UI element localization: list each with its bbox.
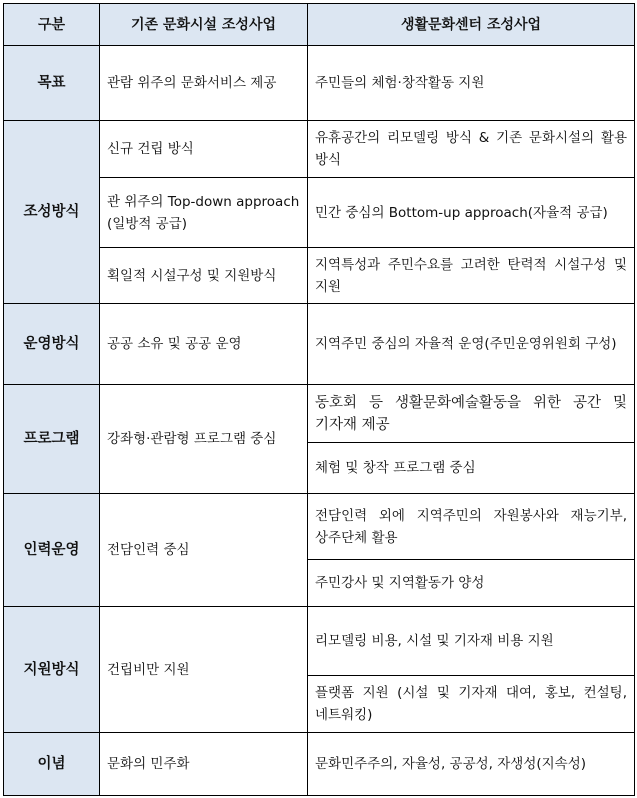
row-label-support: 지원방식	[4, 607, 100, 733]
table-row	[4, 385, 635, 443]
cell-existing-support: 건립비만 지원	[100, 607, 308, 733]
cell-center-staff-1: 전담인력 외에 지역주민의 자원봉사와 재능기부, 상주단체 활용	[308, 494, 635, 560]
cell-center-goal: 주민들의 체험·창작활동 지원	[308, 46, 635, 121]
row-label-method: 조성방식	[4, 121, 100, 304]
cell-center-ideology: 문화민주주의, 자율성, 공공성, 자생성(지속성)	[308, 733, 635, 796]
cell-existing-method-3: 획일적 시설구성 및 지원방식	[100, 248, 308, 304]
cell-center-program-2: 체험 및 창작 프로그램 중심	[308, 443, 635, 494]
comparison-table	[3, 3, 635, 796]
table-row	[4, 121, 635, 178]
cell-center-support-2: 플랫폼 지원 (시설 및 기자재 대여, 홍보, 컨설팅, 네트워킹)	[308, 676, 635, 733]
row-label-operation: 운영방식	[4, 304, 100, 385]
cell-center-operation: 지역주민 중심의 자율적 운영(주민운영위원회 구성)	[308, 304, 635, 385]
table-row	[4, 607, 635, 676]
header-center: 생활문화센터 조성사업	[308, 4, 635, 46]
row-label-program: 프로그램	[4, 385, 100, 494]
row-label-ideology: 이념	[4, 733, 100, 796]
cell-existing-program: 강좌형·관람형 프로그램 중심	[100, 385, 308, 494]
cell-existing-operation: 공공 소유 및 공공 운영	[100, 304, 308, 385]
table-row	[4, 304, 635, 385]
cell-existing-method-1: 신규 건립 방식	[100, 121, 308, 178]
header-category: 구분	[4, 4, 100, 46]
table-row	[4, 46, 635, 121]
cell-existing-goal: 관람 위주의 문화서비스 제공	[100, 46, 308, 121]
cell-center-method-1: 유휴공간의 리모델링 방식 & 기존 문화시설의 활용 방식	[308, 121, 635, 178]
header-row	[4, 4, 635, 46]
cell-existing-staff: 전담인력 중심	[100, 494, 308, 607]
cell-center-method-2: 민간 중심의 Bottom-up approach(자율적 공급)	[308, 178, 635, 248]
table-row	[4, 733, 635, 796]
row-label-staff: 인력운영	[4, 494, 100, 607]
table-row	[4, 494, 635, 560]
cell-center-staff-2: 주민강사 및 지역활동가 양성	[308, 560, 635, 607]
cell-center-program-1: 동호회 등 생활문화예술활동을 위한 공간 및 기자재 제공	[308, 385, 635, 443]
cell-existing-ideology: 문화의 민주화	[100, 733, 308, 796]
cell-existing-method-2: 관 위주의 Top-down approach (일방적 공급)	[107, 193, 300, 232]
cell-center-support-1: 리모델링 비용, 시설 및 기자재 비용 지원	[308, 607, 635, 676]
cell-center-method-3: 지역특성과 주민수요를 고려한 탄력적 시설구성 및 지원	[308, 248, 635, 304]
header-existing: 기존 문화시설 조성사업	[100, 4, 308, 46]
row-label-goal: 목표	[4, 46, 100, 121]
